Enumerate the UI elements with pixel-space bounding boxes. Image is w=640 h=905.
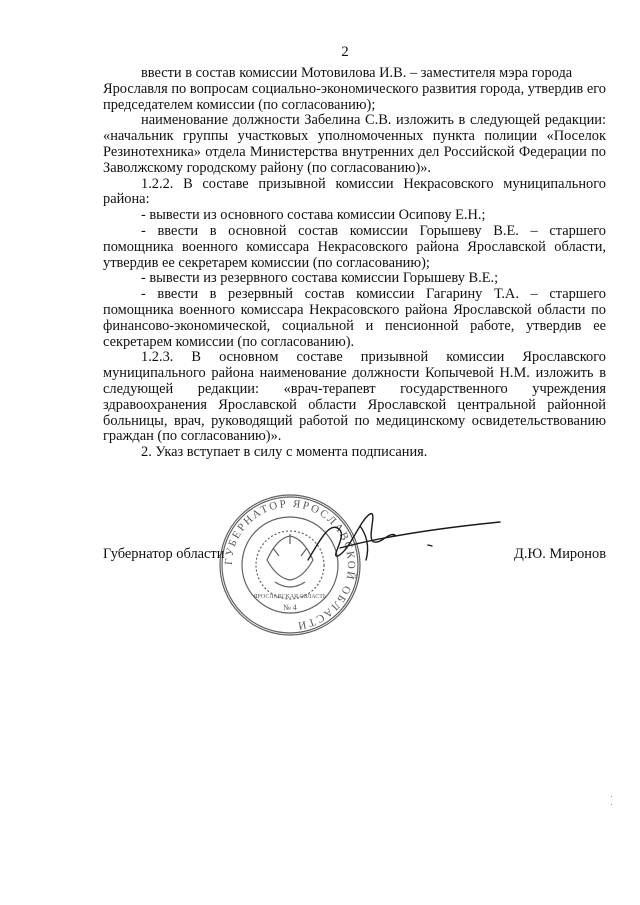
seal-center-text: ЯРОСЛАВСКАЯ ОБЛАСТЬ — [253, 594, 327, 600]
paragraph: - вывести из резервного состава комиссии Горышеву В.Е.; — [141, 270, 499, 287]
paragraph: наименование должности Забелина С.В. изложить в следующей редакции: «начальник группы участковых уполномоченных пункта полиции «Поселок Резинотехника» отдела Министерства внутренних дел Российской Федерации по Заволжскому городскому району (по согласованию)». — [103, 112, 606, 176]
document-body — [103, 66, 606, 461]
scan-speck — [611, 796, 612, 797]
paragraph: - ввести в резервный состав комиссии Гагарину Т.А. – старшего помощника военного комиссара Некрасовского района Ярославской области по финансово-экономической, социальной и пенсионной работе, утвердив ее секретарем комиссии (по согласованию). — [103, 286, 606, 350]
paragraph: - ввести в основной состав комиссии Горышеву В.Е. – старшего помощника военного комиссара Некрасовского района Ярославской области, утвердив ее секретарем комиссии (по согласованию); — [103, 222, 606, 271]
seal-ring-text: ГУБЕРНАТОР ЯРОСЛАВСКОЙ ОБЛАСТИ — [222, 497, 358, 632]
paragraph: ввести в состав комиссии Мотовилова И.В. – заместителя мэра города — [141, 65, 573, 81]
signatory-name: Д.Ю. Миронов — [514, 546, 606, 562]
paragraph: 1.2.3. В основном составе призывной комиссии Ярославского муниципального района наименование должности Копычевой Н.М. изложить в следующей редакции: «врач-терапевт государственного учреждения здравоохранения Ярославской области Ярославской центральной районной больницы, врач, руководящий работой по медицинскому освидетельствованию граждан (по согласованию)». — [103, 349, 606, 445]
signature-block — [103, 545, 606, 563]
paragraph: 1.2.2. В составе призывной комиссии Некрасовского муниципального района: — [103, 175, 606, 208]
paragraph: 2. Указ вступает в силу с момента подписания. — [141, 444, 428, 461]
seal-number: № 4 — [283, 603, 297, 612]
page-number: 2 — [341, 44, 349, 60]
paragraph: - вывести из основного состава комиссии Осипову Е.Н.; — [141, 207, 486, 224]
scan-speck — [611, 804, 612, 805]
signatory-title: Губернатор области — [103, 546, 225, 562]
paragraph: Ярославля по вопросам социально-экономического развития города, утвердив его председателем комиссии (по согласованию); — [103, 80, 606, 113]
handwritten-signature — [300, 500, 510, 580]
